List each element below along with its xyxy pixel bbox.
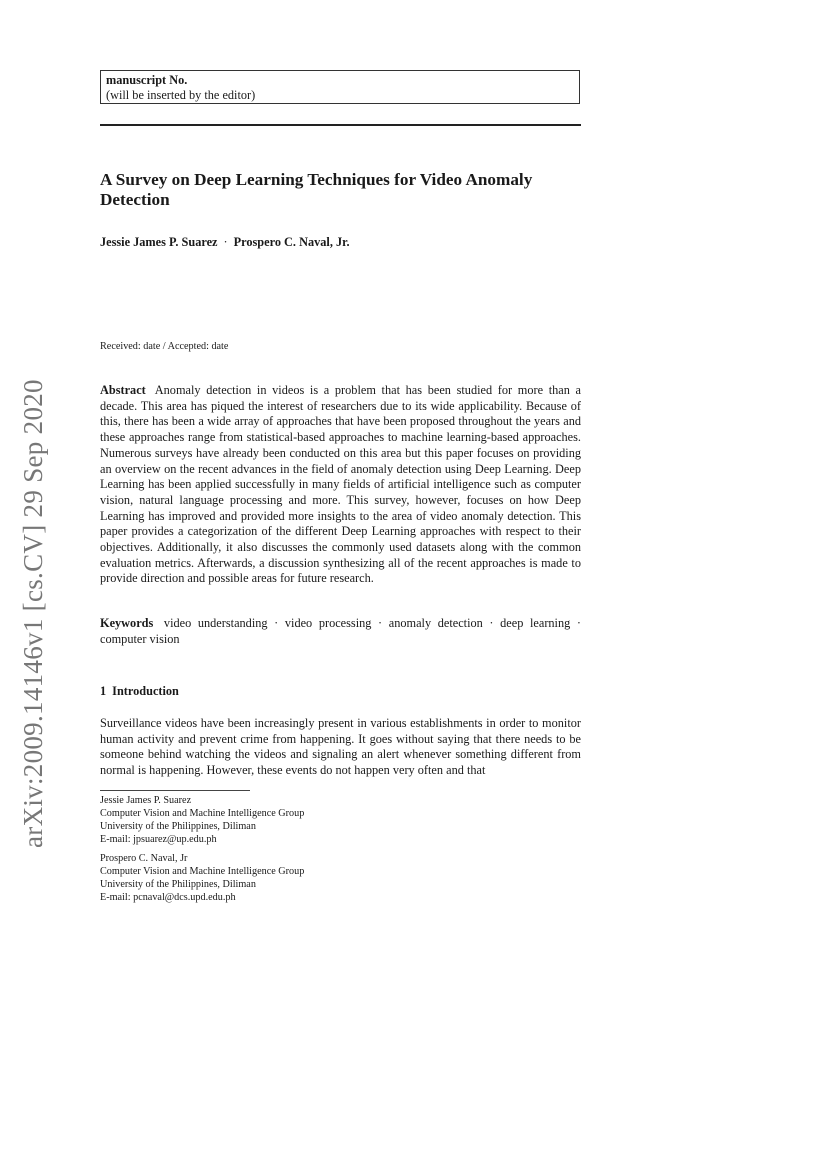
- manuscript-label: manuscript No.: [106, 73, 188, 87]
- affiliation-group: Computer Vision and Machine Intelligence Group: [100, 808, 305, 819]
- header-rule: [100, 124, 581, 126]
- affiliation-group: Computer Vision and Machine Intelligence Group: [100, 866, 305, 877]
- author-list: [100, 235, 350, 250]
- affiliation-email: E-mail: pcnaval@dcs.upd.edu.ph: [100, 892, 236, 903]
- author-affiliation: [100, 794, 304, 846]
- section-number: 1: [100, 684, 107, 698]
- intro-paragraph: Surveillance videos have been increasingly present in various establishments in order to monitor human activity and prevent crime from happening. It goes without saying that there needs to be someone behind watching the videos and signaling an alert whenever something different from normal is happening. However, these events do not happen very often and that: [100, 716, 581, 778]
- author-name: Prospero C. Naval, Jr.: [233, 235, 350, 249]
- arxiv-stamp: arXiv:2009.14146v1 [cs.CV] 29 Sep 2020: [18, 379, 48, 848]
- paper-title: A Survey on Deep Learning Techniques for Video Anomaly Detection: [100, 170, 533, 209]
- abstract: [100, 383, 581, 587]
- keywords-text: video understanding · video processing · anomaly detection · deep learning · computer vision: [100, 616, 581, 646]
- footnote-rule: [100, 790, 250, 791]
- affiliation-name: Prospero C. Naval, Jr: [100, 853, 188, 864]
- manuscript-box: [100, 70, 580, 104]
- author-affiliation: [100, 852, 304, 904]
- manuscript-note: (will be inserted by the editor): [106, 88, 256, 102]
- affiliation-university: University of the Philippines, Diliman: [100, 821, 256, 832]
- received-date: Received: date / Accepted: date: [100, 341, 229, 352]
- keywords: [100, 616, 581, 647]
- abstract-text: Anomaly detection in videos is a problem that has been studied for more than a decade. This area has piqued the interest of researchers due to its wide applicability. Because of this, there has been a wide array of approaches that have been proposed throughout the years and these approaches range from statistical-based approaches to machine learning-based approaches. Numerous surveys have already been conducted on this area but this paper focuses on providing an overview on the recent advances in the field of anomaly detection using Deep Learning. Deep Learning has been applied successfully in many fields of artificial intelligence such as computer vision, natural language processing and more. This survey, however, focuses on how Deep Learning has improved and provided more insights to the area of video anomaly detection. This paper provides a categorization of the different Deep Learning approaches with respect to their objectives. Additionally, it also discusses the commonly used datasets along with the common evaluation metrics. Afterwards, a discussion synthesizing all of the recent approaches is made to provide direction and possible areas for future research.: [100, 383, 582, 586]
- author-name: Jessie James P. Suarez: [100, 235, 218, 249]
- author-separator: ·: [223, 235, 228, 249]
- keywords-label: Keywords: [100, 616, 154, 630]
- abstract-label: Abstract: [100, 383, 146, 397]
- affiliation-university: University of the Philippines, Diliman: [100, 879, 256, 890]
- section-heading: [100, 684, 179, 699]
- section-title: Introduction: [112, 684, 179, 698]
- affiliation-name: Jessie James P. Suarez: [100, 795, 192, 806]
- affiliation-email: E-mail: jpsuarez@up.edu.ph: [100, 834, 217, 845]
